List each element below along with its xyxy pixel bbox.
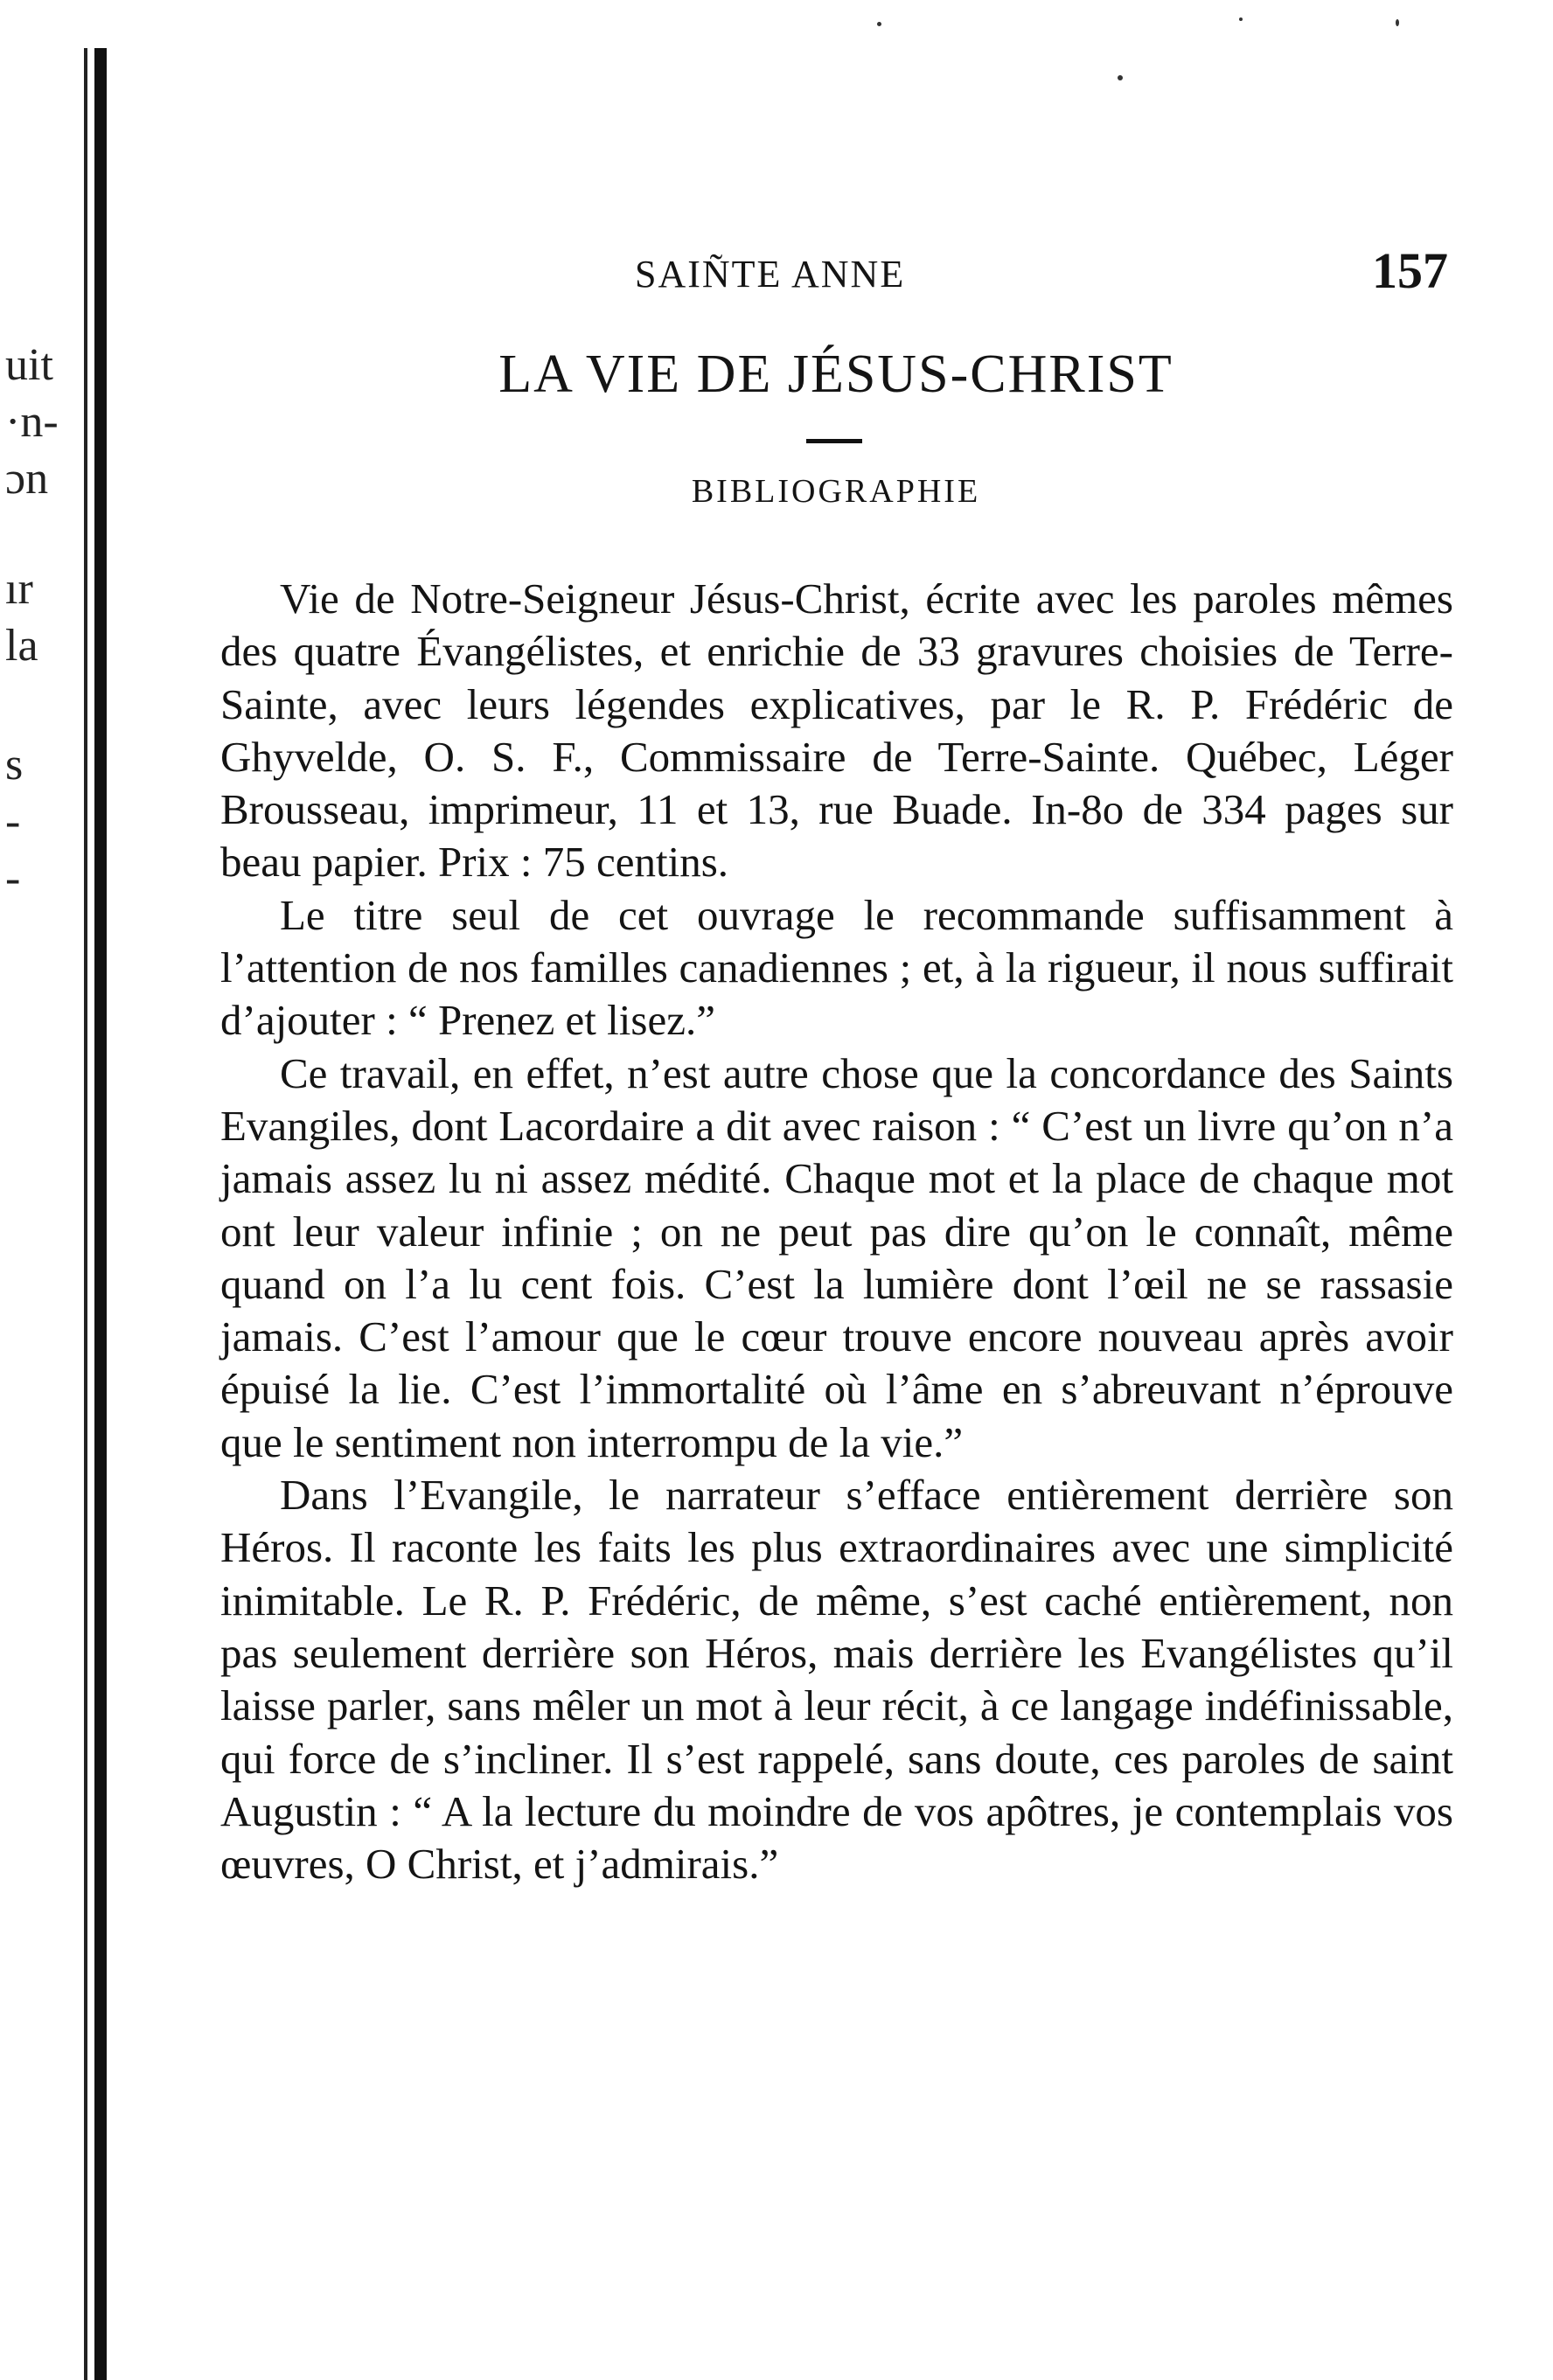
scan-speck (1239, 17, 1243, 21)
page-header (224, 242, 1448, 306)
binding-shadow (84, 48, 87, 2380)
facing-page-fragment: - (5, 797, 21, 846)
title-divider (806, 439, 862, 443)
paragraph: Ce travail, en effet, n’est autre chose que la concordance des Saints Evangiles, dont Lacordaire a dit avec raison : “ C’est un livre qu’on n’a jamais assez lu ni assez médité. Chaque mot et la place de chaque mot ont leur valeur infinie ; on ne peut pas dire qu’on le connaît, même quand on l’a lu cent fois. C’est la lumière dont l’œil ne se rassasie jamais. C’est l’amour que le cœur trouve encore nouveau après avoir épuisé la lie. C’est l’immortalité où l’âme en s’abreuvant n’éprouve que le sentiment non interrompu de la vie.” (220, 1048, 1453, 1466)
scan-speck (1118, 75, 1123, 80)
page-number: 157 (1372, 242, 1448, 299)
scan-speck (1396, 19, 1399, 26)
facing-page-fragment: uit (5, 340, 53, 390)
facing-page-fragment: la (5, 621, 38, 671)
facing-page-fragment: ·n- (5, 397, 59, 447)
scan-speck (877, 22, 881, 26)
running-title: SAIÑTE ANNE (635, 253, 906, 296)
facing-page-fragment: - (5, 853, 21, 903)
facing-page-fragment: ɔn (5, 454, 49, 504)
facing-page-fragment: s (5, 740, 24, 790)
paragraph: Dans l’Evangile, le narrateur s’efface entièrement derrière son Héros. Il raconte les faits les plus extraordinaires avec une simplicité inimitable. Le R. P. Frédéric, de même, s’est caché entièrement, non pas seulement derrière son Héros, mais derrière les Evangélistes qu’il laisse parler, sans mêler un mot à leur récit, à ce langage indéfinissable, qui force de s’incliner. Il s’est rappelé, sans doute, ces paroles de saint Augustin : “ A la lecture du moindre de vos apôtres, je contemplais vos œuvres, O Christ, et j’admirais.” (220, 1471, 1453, 1889)
article-body (220, 573, 1453, 1890)
facing-page-fragment: ır (5, 564, 33, 614)
article-title: LA VIE DE JÉSUS-CHRIST (498, 344, 1173, 404)
paragraph: Vie de Notre-Seigneur Jésus-Christ, écrite avec les paroles mêmes des quatre Évangélistes, et enrichie de 33 gravures choisies de Terre-Sainte, avec leurs légendes explicatives, par le R. P. Frédéric de Ghyvelde, O. S. F., Commissaire de Terre-Sainte. Québec, Léger Brousseau, imprimeur, 11 et 13, rue Buade. In-8o de 334 pages sur beau papier. Prix : 75 centins. (220, 574, 1453, 887)
binding-edge (94, 48, 107, 2380)
paragraph: Le titre seul de cet ouvrage le recommande suffisamment à l’attention de nos familles canadiennes ; et, à la rigueur, il nous suffirait d’ajouter : “ Prenez et lisez.” (220, 890, 1453, 1045)
article-subtitle: BIBLIOGRAPHIE (691, 473, 981, 510)
